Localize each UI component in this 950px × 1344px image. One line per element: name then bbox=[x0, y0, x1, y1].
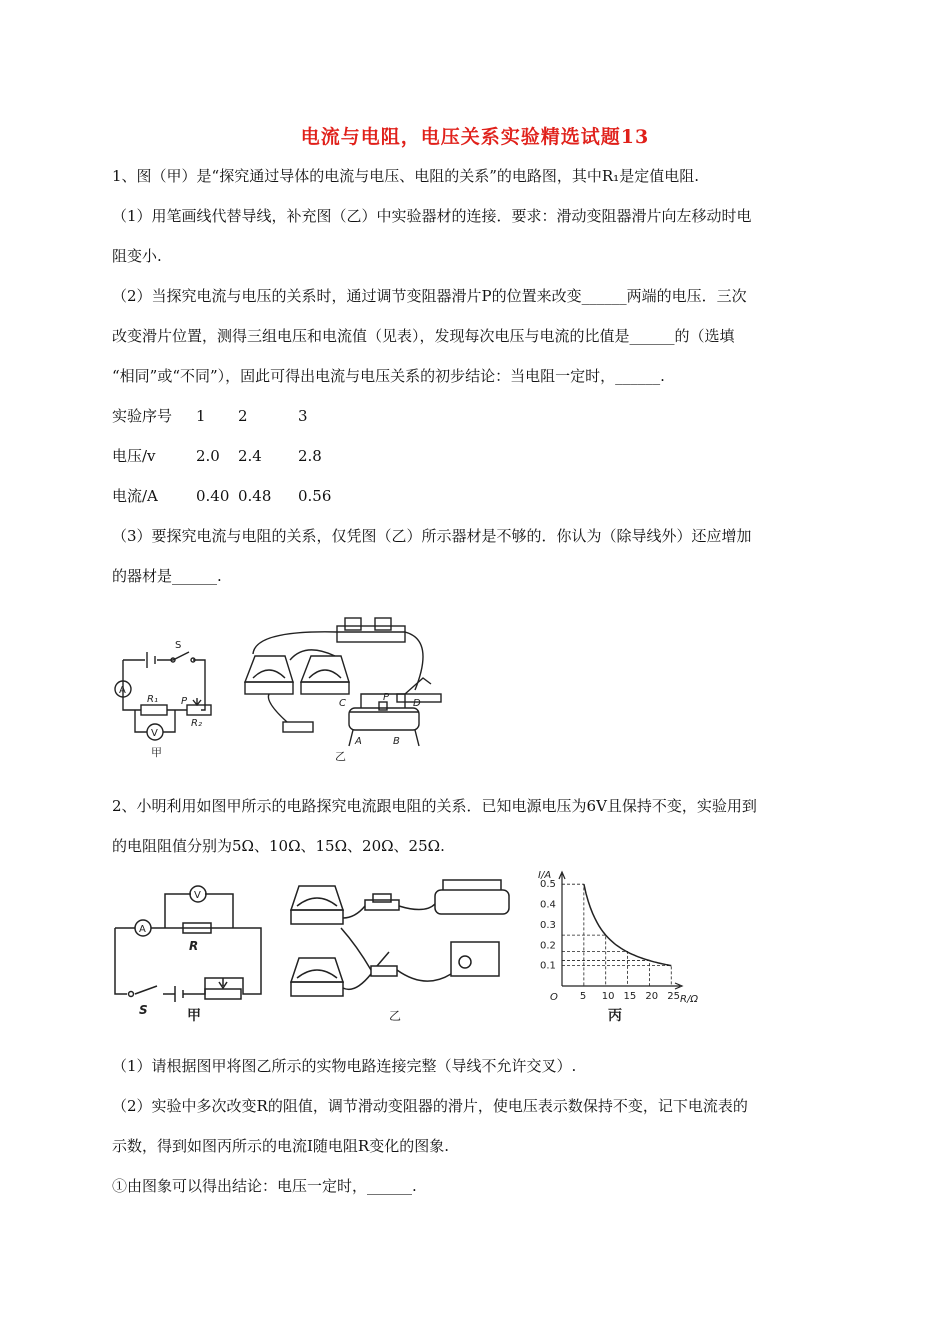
q1-part2-line1: （2）当探究电流与电压的关系时，通过调节变阻器滑片P的位置来改变______两端的电压．三次 bbox=[112, 287, 747, 305]
table-cell: 2.8 bbox=[298, 447, 322, 465]
table-cell: 0.48 bbox=[238, 487, 272, 505]
table-cell: 3 bbox=[298, 407, 308, 425]
q2-part2-line2: 示数，得到如图丙所示的电流I随电阻R变化的图象. bbox=[112, 1137, 449, 1155]
chart-xlabel: R/Ω bbox=[680, 994, 698, 1005]
table-row-current bbox=[112, 485, 348, 506]
q2-stem-line1: 2、小明利用如图甲所示的电路探究电流跟电阻的关系．已知电源电压为6V且保持不变，实验用到 bbox=[112, 797, 757, 815]
q2-figure bbox=[105, 870, 515, 1030]
fig1-label-yi: 乙 bbox=[335, 750, 346, 763]
fig1-label-R1: R₁ bbox=[147, 694, 158, 705]
fig1-label-V: V bbox=[151, 728, 158, 739]
iv-chart bbox=[530, 868, 720, 1028]
q1-part2-line3: “相同”或“不同”），固此可得出电流与电压关系的初步结论：当电阻一定时，______. bbox=[112, 367, 665, 385]
table-cell: 1 bbox=[196, 407, 206, 425]
q1-part3-line1: （3）要探究电流与电阻的关系，仅凭图（乙）所示器材是不够的．你认为（除导线外）还应增加 bbox=[112, 527, 752, 545]
chart-x-tick: 25 bbox=[667, 991, 680, 1002]
table-cell: 电压/v bbox=[112, 447, 156, 465]
table-row-voltage bbox=[112, 445, 348, 466]
chart-point-guide bbox=[562, 966, 671, 986]
fig1-label-D: D bbox=[413, 698, 421, 709]
q1-part1-line2: 阻变小. bbox=[112, 247, 162, 265]
chart-y-tick: 0.3 bbox=[540, 919, 556, 931]
q1-part1-line1: （1）用笔画线代替导线，补充图（乙）中实验器材的连接．要求：滑动变阻器滑片向左移动时电 bbox=[112, 207, 752, 225]
chart-x-tick: 15 bbox=[623, 991, 637, 1002]
fig1-label-S: S bbox=[175, 640, 182, 651]
fig1-label-B: B bbox=[393, 736, 400, 747]
chart-x-tick: 5 bbox=[579, 991, 587, 1002]
fig1-label-R2: R₂ bbox=[191, 718, 202, 729]
q2-part3: ①由图象可以得出结论：电压一定时，______. bbox=[112, 1177, 417, 1195]
q1-figure bbox=[105, 612, 465, 772]
table-cell: 电流/A bbox=[112, 487, 158, 505]
fig2-label-A: A bbox=[139, 924, 146, 935]
chart-y-tick: 0.4 bbox=[540, 899, 556, 911]
q1-stem: 1、图（甲）是“探究通过导体的电流与电压、电阻的关系”的电路图，其中R₁是定值电阻. bbox=[112, 167, 699, 185]
chart-ylabel: I/A bbox=[538, 870, 552, 881]
fig1-label-C: C bbox=[339, 698, 346, 709]
table-cell: 实验序号 bbox=[112, 407, 173, 425]
fig1-label-jia: 甲 bbox=[151, 746, 162, 759]
table-row-header bbox=[112, 405, 348, 426]
fig1-label-Pm: P bbox=[383, 692, 390, 703]
q1-part2-line2: 改变滑片位置，测得三组电压和电流值（见表），发现每次电压与电流的比值是______的（选填 bbox=[112, 327, 735, 345]
chart-label-bing: 丙 bbox=[608, 1008, 622, 1024]
fig2-label-R: R bbox=[189, 939, 199, 953]
fig2-label-V: V bbox=[194, 890, 201, 901]
chart-y-tick: 0.1 bbox=[540, 960, 556, 972]
chart-point-guide bbox=[562, 951, 628, 986]
q2-stem-line2: 的电阻阻值分别为5Ω、10Ω、15Ω、20Ω、25Ω. bbox=[112, 837, 445, 855]
q1-part3-line2: 的器材是______. bbox=[112, 567, 222, 585]
fig2-label-S: S bbox=[139, 1003, 148, 1017]
q2-part1: （1）请根据图甲将图乙所示的实物电路连接完整（导线不允许交叉）. bbox=[112, 1057, 577, 1075]
chart-origin: O bbox=[550, 992, 558, 1003]
fig1-label-A: A bbox=[119, 685, 126, 696]
table-cell: 0.56 bbox=[298, 487, 332, 505]
chart-x-tick: 10 bbox=[601, 991, 615, 1002]
fig2-label-jia: 甲 bbox=[187, 1008, 201, 1024]
q2-part2-line1: （2）实验中多次改变R的阻值，调节滑动变阻器的滑片，使电压表示数保持不变，记下电流表的 bbox=[112, 1097, 748, 1115]
table-cell: 2 bbox=[238, 407, 248, 425]
table-cell: 2.4 bbox=[238, 447, 262, 465]
fig1-label-Am: A bbox=[355, 736, 362, 747]
chart-y-tick: 0.5 bbox=[540, 879, 556, 891]
fig2-label-yi: 乙 bbox=[389, 1009, 402, 1023]
chart-y-tick: 0.2 bbox=[540, 940, 556, 952]
table-cell: 0.40 bbox=[196, 487, 230, 505]
fig1-label-P: P bbox=[181, 696, 188, 707]
page-title: 电流与电阻，电压关系实验精选试题13 bbox=[300, 126, 650, 148]
table-cell: 2.0 bbox=[196, 447, 220, 465]
chart-x-tick: 20 bbox=[645, 991, 659, 1002]
